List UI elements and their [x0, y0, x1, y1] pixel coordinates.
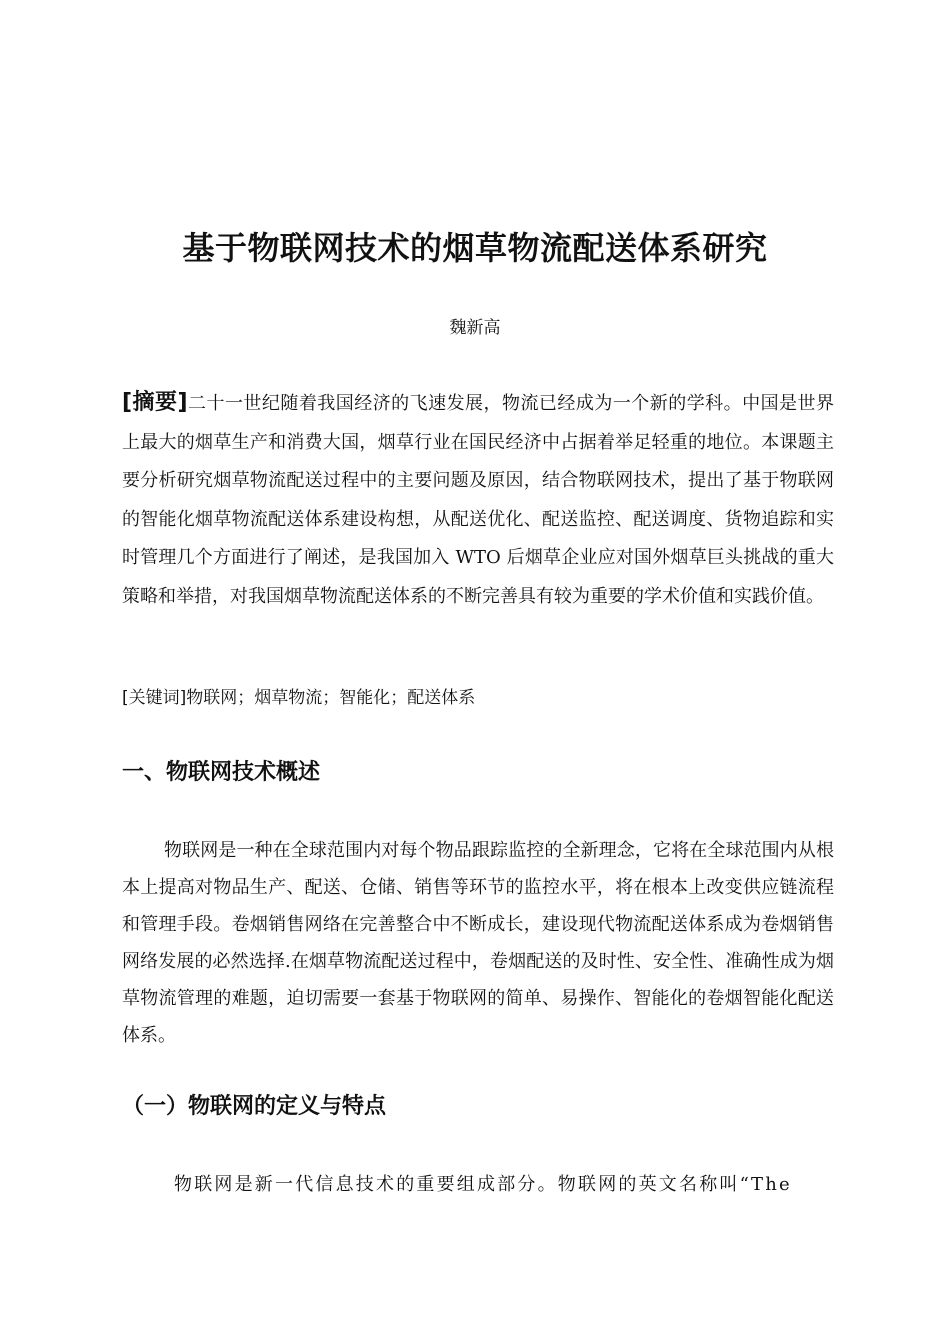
abstract-label: [摘要]	[122, 390, 188, 415]
keywords-block	[122, 684, 834, 712]
keywords-text: 物联网；烟草物流；智能化；配送体系	[186, 688, 476, 708]
subsection-heading: （一）物联网的定义与特点	[122, 1094, 387, 1119]
subsection-paragraph: 物联网是新一代信息技术的重要组成部分。物联网的英文名称叫“The	[174, 1174, 792, 1195]
abstract-text: 二十一世纪随着我国经济的飞速发展，物流已经成为一个新的学科。中国是世界上最大的烟草生产和消费大国，烟草行业在国民经济中占据着举足轻重的地位。本课题主要分析研究烟草物流配送过程中的主要问题及原因，结合物联网技术，提出了基于物联网的智能化烟草物流配送体系建设构想，从配送优化、配送监控、配送调度、货物追踪和实时管理几个方面进行了阐述，是我国加入 WTO 后烟草企业应对国外烟草巨头挑战的重大策略和举措，对我国烟草物流配送体系的不断完善具有较为重要的学术价值和实践价值。	[122, 393, 834, 607]
author-name: 魏新高	[449, 318, 501, 338]
section-heading: 一、物联网技术概述	[122, 760, 321, 785]
section-paragraph: 物联网是一种在全球范围内对每个物品跟踪监控的全新理念，它将在全球范围内从根本上提高对物品生产、配送、仓储、销售等环节的监控水平，将在根本上改变供应链流程和管理手段。卷烟销售网络在完善整合中不断成长，建设现代物流配送体系成为卷烟销售网络发展的必然选择.在烟草物流配送过程中，卷烟配送的及时性、安全性、准确性成为烟草物流管理的难题，迫切需要一套基于物联网的简单、易操作、智能化的卷烟智能化配送体系。	[122, 840, 834, 1046]
keywords-label: [关键词]	[122, 688, 187, 708]
paper-title: 基于物联网技术的烟草物流配送体系研究	[182, 229, 768, 267]
abstract-block	[122, 384, 834, 616]
